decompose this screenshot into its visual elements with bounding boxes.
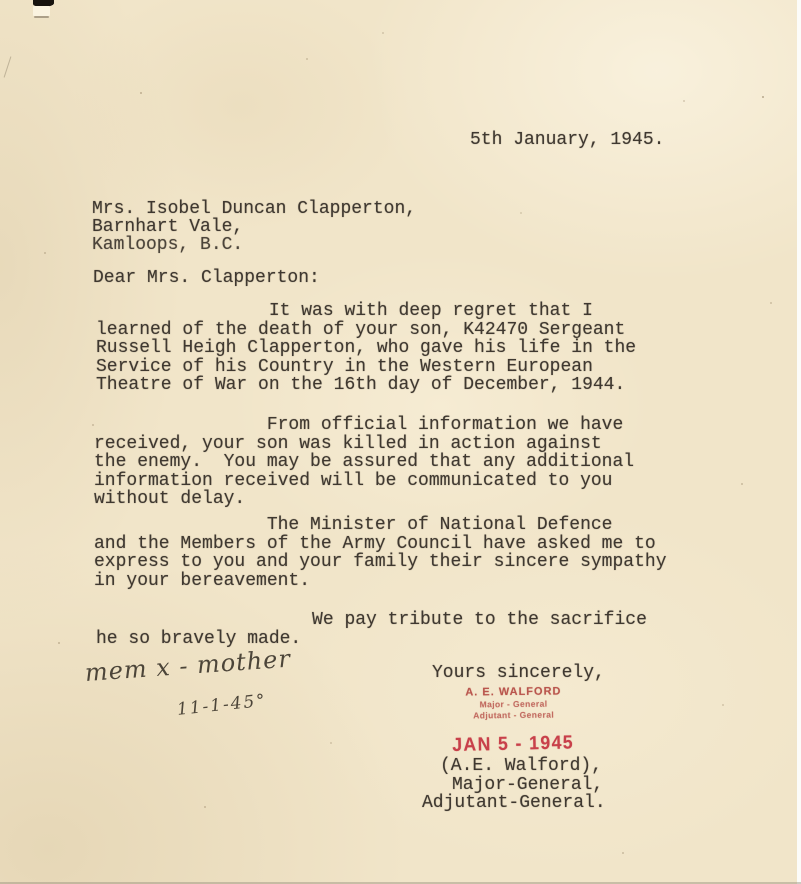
paper-crease <box>4 56 12 77</box>
smudge-mark <box>34 16 49 18</box>
scan-edge-right <box>797 0 801 884</box>
signature-ink-stamp <box>461 685 566 720</box>
typed-signature-name: (A.E. Walford), <box>440 756 603 776</box>
salutation: Dear Mrs. Clapperton: <box>93 268 320 288</box>
paper-speckles <box>0 0 2 2</box>
typed-signature-rank1: Major-General, <box>452 775 604 795</box>
recipient-address-line2: Kamloops, B.C. <box>92 235 244 255</box>
handwritten-note: mem x - mother <box>84 644 292 687</box>
stamp-officer-name: A. E. WALFORD <box>465 685 562 699</box>
typed-signature-rank2: Adjutant-General. <box>422 793 606 813</box>
handwritten-date: 11-1-45° <box>176 690 268 720</box>
recipient-address-line1: Barnhart Vale, <box>92 217 244 237</box>
recipient-name: Mrs. Isobel Duncan Clapperton, <box>92 199 417 219</box>
stamp-rank-line2: Adjutant - General <box>473 709 555 721</box>
stamp-rank-line1: Major - General <box>479 698 548 710</box>
letter-date: 5th January, 1945. <box>470 130 665 150</box>
body-paragraph-4: We pay tribute to the sacrifice he so bravely made. <box>96 610 647 649</box>
body-paragraph-2: From official information we have received, your son was killed in action against the enemy. You may be assured that any additional information received will be communicated to you without delay. <box>94 415 635 509</box>
body-paragraph-1: It was with deep regret that I learned of the death of your son, K42470 Sergeant Russell Heigh Clapperton, who gave his life in the Service of his Country in the Western European Theatre of War on the 16th day of December, 1944. <box>96 301 637 395</box>
body-paragraph-3: The Minister of National Defence and the Members of the Army Council have asked me to express to you and your family their sincere sympathy in your bereavement. <box>94 515 667 591</box>
date-ink-stamp: JAN 5 - 1945 <box>452 732 575 756</box>
paper-chip <box>33 6 50 16</box>
closing: Yours sincerely, <box>432 663 605 683</box>
